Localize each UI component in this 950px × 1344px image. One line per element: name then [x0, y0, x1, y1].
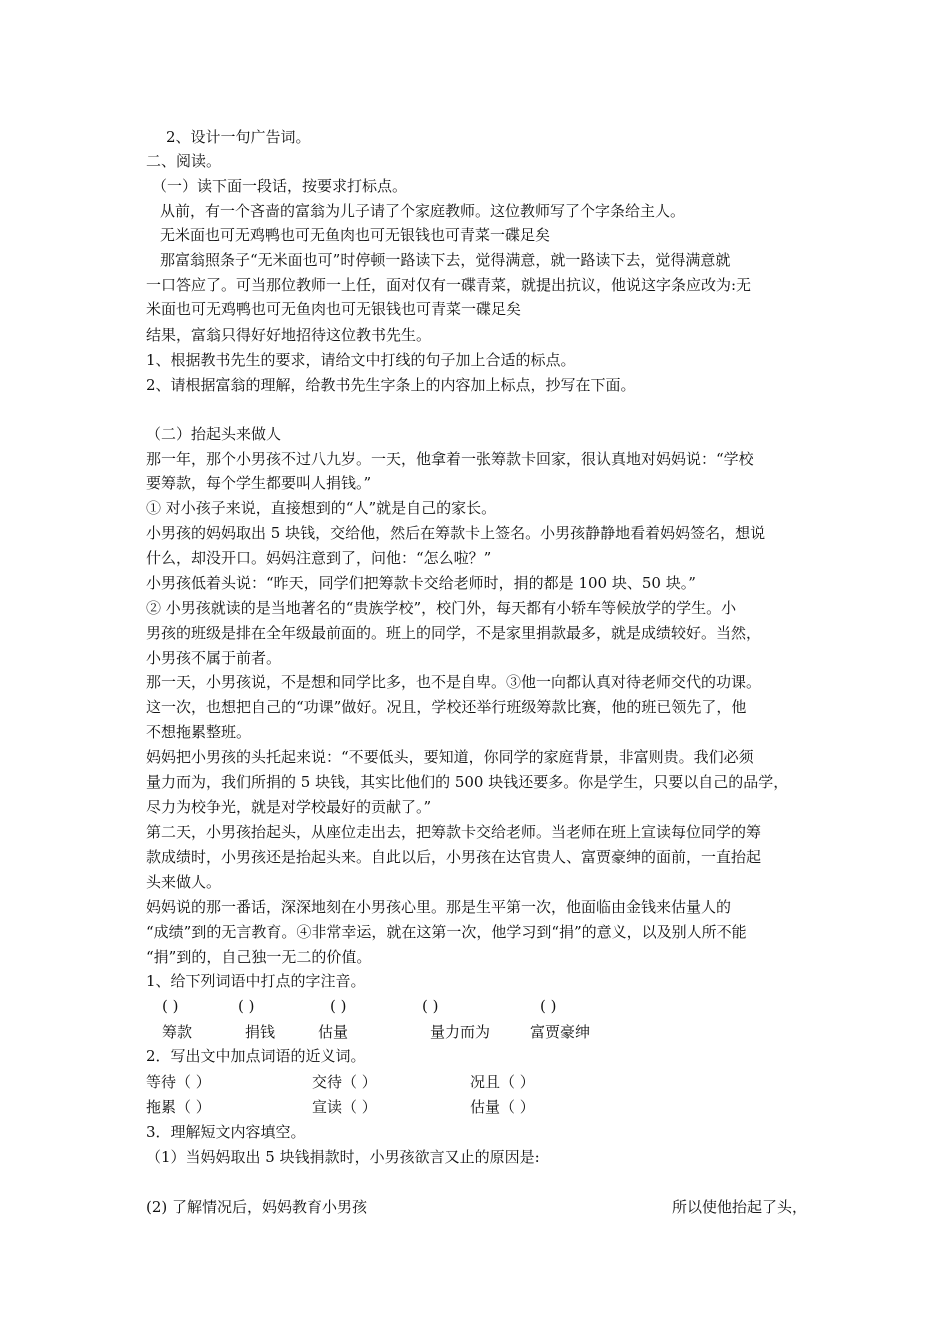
paragraph-line: 尽力为校争光，就是对学校最好的贡献了。”	[146, 798, 432, 816]
paragraph-line: 无米面也可无鸡鸭也可无鱼肉也可无银钱也可青菜一碟足矣	[160, 226, 551, 244]
question-three-part-two-right: 所以使他抬起了头，	[672, 1198, 808, 1216]
question-three-part-two-left: (2) 了解情况后，妈妈教育小男孩	[146, 1198, 368, 1216]
part-two-title: （二）抬起头来做人	[146, 425, 282, 443]
word-item: 富贾豪绅	[530, 1023, 591, 1041]
paragraph-line: 不想拖累整班。	[146, 723, 252, 741]
part-one-title: （一）读下面一段话，按要求打标点。	[152, 177, 408, 195]
paragraph-line: 结果，富翁只得好好地招待这位教书先生。	[146, 326, 432, 344]
paragraph-line: “成绩”到的无言教育。④非常幸运，就在这第一次，他学习到“捐”的意义，以及别人所不能	[146, 923, 747, 941]
paragraph-line: 要筹款，每个学生都要叫人捐钱。”	[146, 474, 372, 492]
paragraph-line: “捐”到的，自己独一无二的价值。	[146, 948, 372, 966]
pinyin-blank[interactable]: ( )	[162, 997, 179, 1015]
question-three-title: 3．理解短文内容填空。	[146, 1123, 306, 1141]
question-line: 1、给下列词语中打点的字注音。	[146, 972, 366, 990]
paragraph-line: 从前，有一个吝啬的富翁为儿子请了个家庭教师。这位教师写了个字条给主人。	[160, 202, 686, 220]
question-three-part-one: （1）当妈妈取出 5 块钱捐款时，小男孩欲言又止的原因是:	[146, 1148, 540, 1166]
question-line: 2、请根据富翁的理解，给教书先生字条上的内容加上标点，抄写在下面。	[146, 376, 636, 394]
paragraph-line: 那一年，那个小男孩不过八九岁。一天，他拿着一张筹款卡回家，很认真地对妈妈说：“学校	[146, 450, 754, 468]
paragraph-line: 第二天，小男孩抬起头，从座位走出去，把筹款卡交给老师。当老师在班上宣读每位同学的筹	[146, 823, 762, 841]
question-line: 1、根据教书先生的要求，请给文中打线的句子加上合适的标点。	[146, 351, 576, 369]
synonym-item[interactable]: 等待（ ）	[146, 1073, 211, 1091]
pinyin-blank[interactable]: ( )	[330, 997, 347, 1015]
synonym-item[interactable]: 拖累（ ）	[146, 1098, 211, 1116]
paragraph-line: 小男孩不属于前者。	[146, 649, 282, 667]
paragraph-line: 款成绩时，小男孩还是抬起头来。自此以后，小男孩在达官贵人、富贾豪绅的面前，一直抬起	[146, 848, 762, 866]
paragraph-line: 米面也可无鸡鸭也可无鱼肉也可无银钱也可青菜一碟足矣	[146, 300, 522, 318]
paragraph-line: 这一次，也想把自己的“功课”做好。况且，学校还举行班级筹款比赛，他的班已领先了，他	[146, 698, 747, 716]
pinyin-blank[interactable]: ( )	[540, 997, 557, 1015]
line-ad-slogan: 2、设计一句广告词。	[166, 128, 311, 146]
paragraph-line: ② 小男孩就读的是当地著名的“贵族学校”，校门外，每天都有小轿车等候放学的学生。小	[146, 599, 737, 617]
section-reading-title: 二、阅读。	[146, 152, 222, 170]
pinyin-blank[interactable]: ( )	[422, 997, 439, 1015]
paragraph-line: 妈妈说的那一番话，深深地刻在小男孩心里。那是生平第一次，他面临由金钱来估量人的	[146, 898, 732, 916]
paragraph-line: 妈妈把小男孩的头托起来说：“不要低头，要知道，你同学的家庭背景，非富则贵。我们必须	[146, 748, 754, 766]
synonym-item[interactable]: 交待（ ）	[312, 1073, 377, 1091]
word-item: 估量	[318, 1023, 349, 1041]
pinyin-blank[interactable]: ( )	[238, 997, 255, 1015]
paragraph-line: 小男孩的妈妈取出 5 块钱，交给他，然后在筹款卡上签名。小男孩静静地看着妈妈签名，想说	[146, 524, 766, 542]
paragraph-line: ① 对小孩子来说，直接想到的“人”就是自己的家长。	[146, 499, 497, 517]
synonym-item[interactable]: 估量（ ）	[470, 1098, 535, 1116]
synonym-item[interactable]: 宣读（ ）	[312, 1098, 377, 1116]
word-item: 量力而为	[430, 1023, 491, 1041]
word-item: 筹款	[162, 1023, 193, 1041]
synonym-item[interactable]: 况且（ ）	[470, 1073, 535, 1091]
paragraph-line: 小男孩低着头说：“昨天，同学们把筹款卡交给老师时，捐的都是 100 块、50 块。”	[146, 574, 696, 592]
paragraph-line: 头来做人。	[146, 873, 222, 891]
paragraph-line: 什么，却没开口。妈妈注意到了，问他：“怎么啦？”	[146, 549, 492, 567]
word-item: 捐钱	[245, 1023, 276, 1041]
paragraph-line: 量力而为，我们所捐的 5 块钱，其实比他们的 500 块钱还要多。你是学生，只要以自己的品学，	[146, 773, 789, 791]
paragraph-line: 一口答应了。可当那位教师一上任，面对仅有一碟青菜，就提出抗议，他说这字条应改为:无	[146, 276, 752, 294]
paragraph-line: 那富翁照条子“无米面也可”时停顿一路读下去，觉得满意，就一路读下去，觉得满意就	[160, 251, 731, 269]
paragraph-line: 男孩的班级是排在全年级最前面的。班上的同学，不是家里捐款最多，就是成绩较好。当然，	[146, 624, 762, 642]
question-two-title: 2．写出文中加点词语的近义词。	[146, 1047, 366, 1065]
paragraph-line: 那一天，小男孩说，不是想和同学比多，也不是自卑。③他一向都认真对待老师交代的功课。	[146, 673, 762, 691]
